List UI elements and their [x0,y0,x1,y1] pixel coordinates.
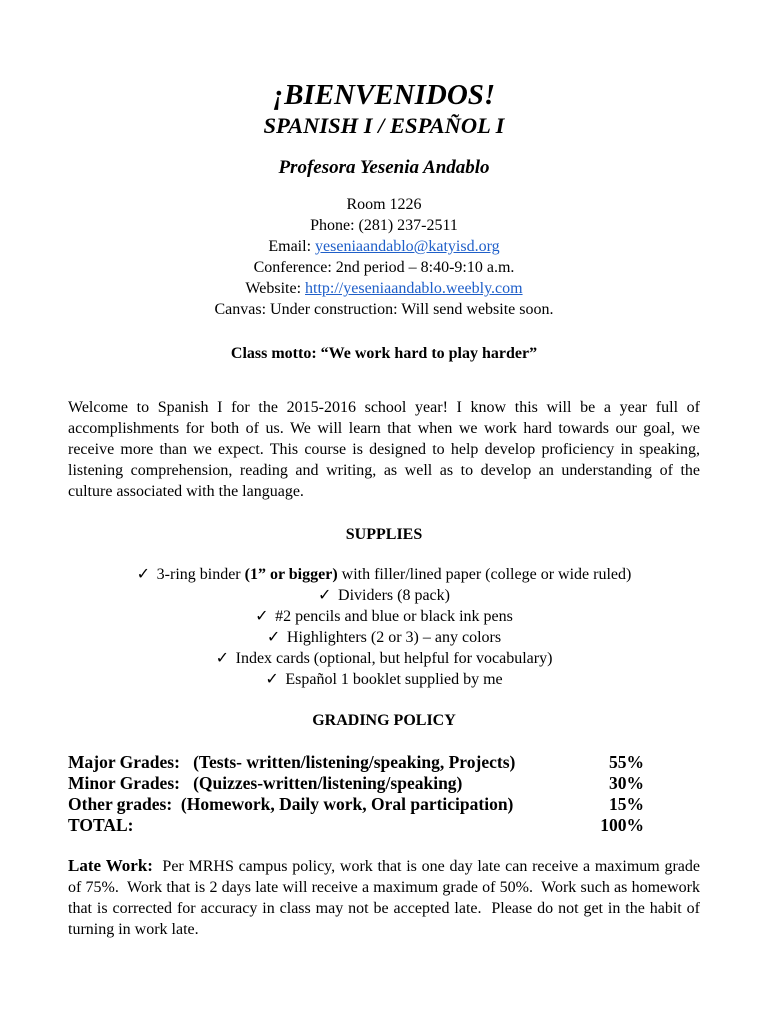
email-line [68,236,700,257]
supply-text: Highlighters (2 or 3) – any colors [286,629,502,646]
checkmark-icon: ✓ [266,629,281,646]
document-page [68,78,704,940]
checkmark-icon: ✓ [215,650,230,667]
grade-percent: 100% [600,815,644,835]
conference-time: Conference: 2nd period – 8:40-9:10 a.m. [253,259,515,276]
supply-text: 3-ring binder [156,566,245,583]
supplies-heading: SUPPLIES [345,526,423,543]
room-number: Room 1226 [346,196,422,213]
contact-info [68,194,700,320]
checkmark-icon: ✓ [265,671,279,688]
checkmark-icon: ✓ [255,608,269,625]
supply-text: with filler/lined paper (college or wide ruled) [337,566,632,583]
late-work-label: Late Work: [68,856,153,875]
supply-text-bold: (1” or bigger) [244,566,338,583]
class-motto: Class motto: “We work hard to play harder” [230,345,538,362]
phone-number: Phone: (281) 237-2511 [310,217,458,234]
supply-text: Index cards (optional, but helpful for vocabulary) [235,650,553,667]
website-line [68,278,700,299]
table-row [68,773,700,794]
list-item [68,627,700,648]
checkmark-icon: ✓ [318,587,332,604]
website-link[interactable]: http://yeseniaandablo.weebly.com [305,280,523,297]
checkmark-icon: ✓ [136,566,151,583]
table-row [68,815,700,836]
email-link[interactable]: yeseniaandablo@katyisd.org [315,238,500,255]
list-item [68,648,700,669]
canvas-note: Canvas: Under construction: Will send website soon. [214,301,554,318]
professor-name: Profesora Yesenia Andablo [278,157,490,178]
list-item [68,669,700,690]
course-subtitle: SPANISH I / ESPAÑOL I [263,113,505,138]
late-work-text: Per MRHS campus policy, work that is one day late can receive a maximum grade of 75%. Work that is 2 days late will receive a maximum grade of 50%. Work such as homework that is corrected for accuracy in class may not be accepted late. Please do not get in the habit of turning in work late. [68,858,704,938]
supply-text: Dividers (8 pack) [338,587,450,604]
email-label: Email: [268,238,316,255]
grade-percent: 15% [609,794,644,814]
supply-text: #2 pencils and blue or black ink pens [275,608,513,625]
grading-table [68,752,700,836]
list-item [68,585,700,606]
grade-percent: 55% [609,752,644,772]
table-row [68,794,700,815]
page-title: ¡BIENVENIDOS! [272,79,496,111]
website-label: Website: [245,280,306,297]
table-row [68,752,700,773]
grade-percent: 30% [609,773,644,793]
grade-category: Major Grades: (Tests- written/listening/speaking, Projects) [68,752,516,772]
late-work-paragraph [68,855,704,940]
document-header [68,78,700,180]
list-item [68,606,700,627]
grade-category: Other grades: (Homework, Daily work, Oral participation) [68,794,514,814]
grading-heading: GRADING POLICY [312,712,456,729]
list-item [68,564,700,585]
welcome-paragraph: Welcome to Spanish I for the 2015-2016 school year! I know this will be a year full of accomplishments for both of us. We will learn that when we work hard towards our goal, we receive more than we expect. This course is designed to help develop proficiency in speaking, listening comprehension, reading and writing, as well as to develop an understanding of the culture associated with the language. [68,399,700,500]
supply-text: Español 1 booklet supplied by me [285,671,503,688]
supplies-list [68,564,700,690]
grade-category: Minor Grades: (Quizzes-written/listening/speaking) [68,773,463,793]
grade-category: TOTAL: [68,815,134,835]
